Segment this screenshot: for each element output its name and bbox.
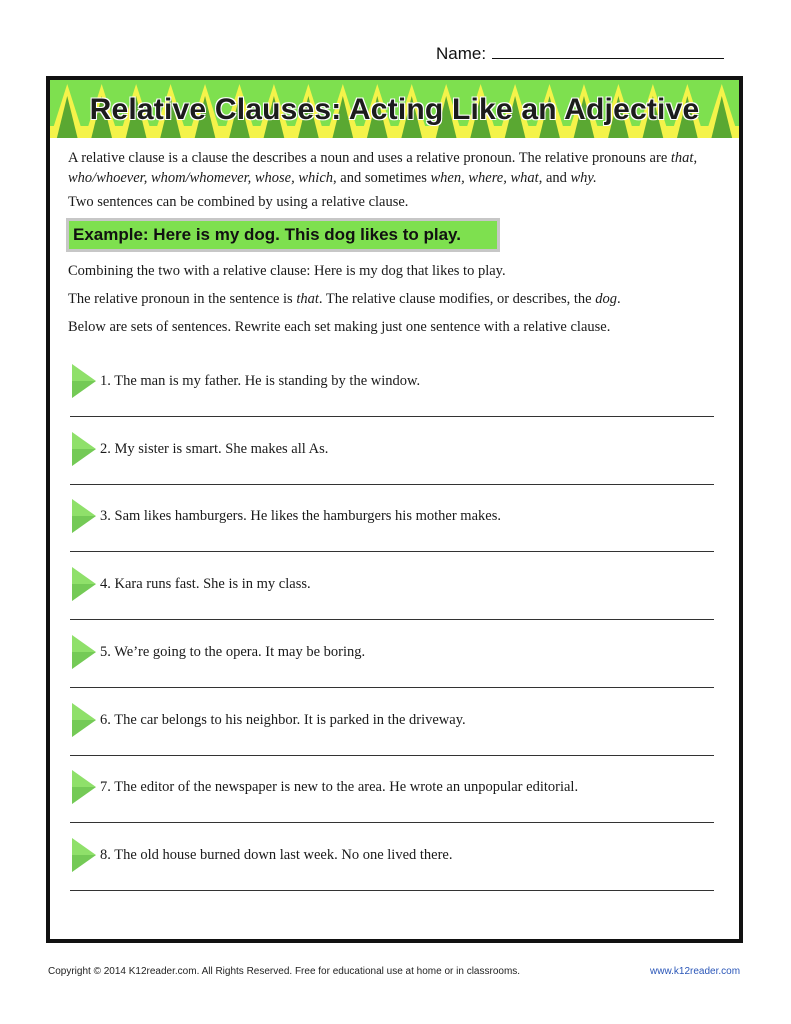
arrow-bullet-icon (72, 567, 96, 601)
pronoun-text-b: . The relative clause modifies, or describes, the (318, 291, 596, 307)
answer-line[interactable] (70, 484, 714, 485)
intro-that: that (670, 150, 694, 166)
name-label: Name: (436, 44, 487, 63)
arrow-bullet-icon (72, 499, 96, 533)
exercise-sentence: 5. We’re going to the opera. It may be boring. (100, 643, 366, 660)
worksheet-frame (46, 76, 743, 943)
pronoun-text-a: The relative pronoun in the sentence is (68, 291, 297, 307)
intro-why: why. (570, 170, 597, 186)
combining-explanation: Combining the two with a relative clause: Here is my dog that likes to play. (68, 263, 506, 279)
answer-line[interactable] (70, 416, 714, 417)
title-banner (50, 80, 739, 138)
name-field[interactable] (436, 42, 724, 64)
intro-pronoun-list: who/whoever, whom/whomever, whose, which (68, 170, 334, 186)
arrow-bullet-icon (72, 703, 96, 737)
intro-text-b: , and sometimes (333, 170, 431, 186)
arrow-bullet-icon (72, 432, 96, 466)
instructions: Below are sets of sentences. Rewrite each set making just one sentence with a relative clause. (68, 319, 611, 335)
pronoun-that: that (296, 291, 319, 307)
intro-text-a: A relative clause is a clause the describes a noun and uses a relative pronoun. The relative pronouns are (68, 150, 671, 166)
arrow-bullet-icon (72, 770, 96, 804)
exercise-sentence: 6. The car belongs to his neighbor. It is parked in the driveway. (100, 711, 466, 728)
exercise-sentence: 7. The editor of the newspaper is new to the area. He wrote an unpopular editorial. (100, 779, 579, 796)
exercise-sentence: 3. Sam likes hamburgers. He likes the hamburgers his mother makes. (100, 508, 501, 525)
intro-paragraph (68, 148, 718, 188)
example-box: Example: Here is my dog. This dog likes to play. (66, 218, 500, 252)
intro-when-list: when, where, what (430, 170, 539, 186)
worksheet-title: Relative Clauses: Acting Like an Adjective (89, 93, 700, 126)
exercise-sentence: 1. The man is my father. He is standing by the window. (100, 373, 421, 389)
exercise-sentence: 2. My sister is smart. She makes all As. (100, 440, 329, 457)
arrow-bullet-icon (72, 635, 96, 669)
site-link[interactable]: www.k12reader.com (650, 966, 741, 977)
copyright-text: Copyright © 2014 K12reader.com. All Rights Reserved. Free for educational use at home or in classrooms. (48, 966, 521, 977)
answer-line[interactable] (70, 619, 714, 620)
pronoun-explanation (68, 289, 718, 309)
intro-comma: , (693, 150, 698, 166)
answer-line[interactable] (70, 551, 714, 552)
intro-text-c: , and (538, 170, 571, 186)
exercise-sentence: 8. The old house burned down last week. No one lived there. (100, 846, 453, 863)
arrow-bullet-icon (72, 364, 96, 398)
arrow-bullet-icon (72, 838, 96, 872)
pronoun-text-c: . (616, 291, 621, 307)
pronoun-dog: dog (595, 291, 617, 307)
name-blank-line[interactable] (492, 42, 724, 59)
answer-line[interactable] (70, 822, 714, 823)
answer-line[interactable] (70, 687, 714, 688)
answer-line[interactable] (70, 890, 714, 891)
combine-note: Two sentences can be combined by using a relative clause. (68, 194, 409, 210)
answer-line[interactable] (70, 755, 714, 756)
exercise-sentence: 4. Kara runs fast. She is in my class. (100, 576, 311, 593)
